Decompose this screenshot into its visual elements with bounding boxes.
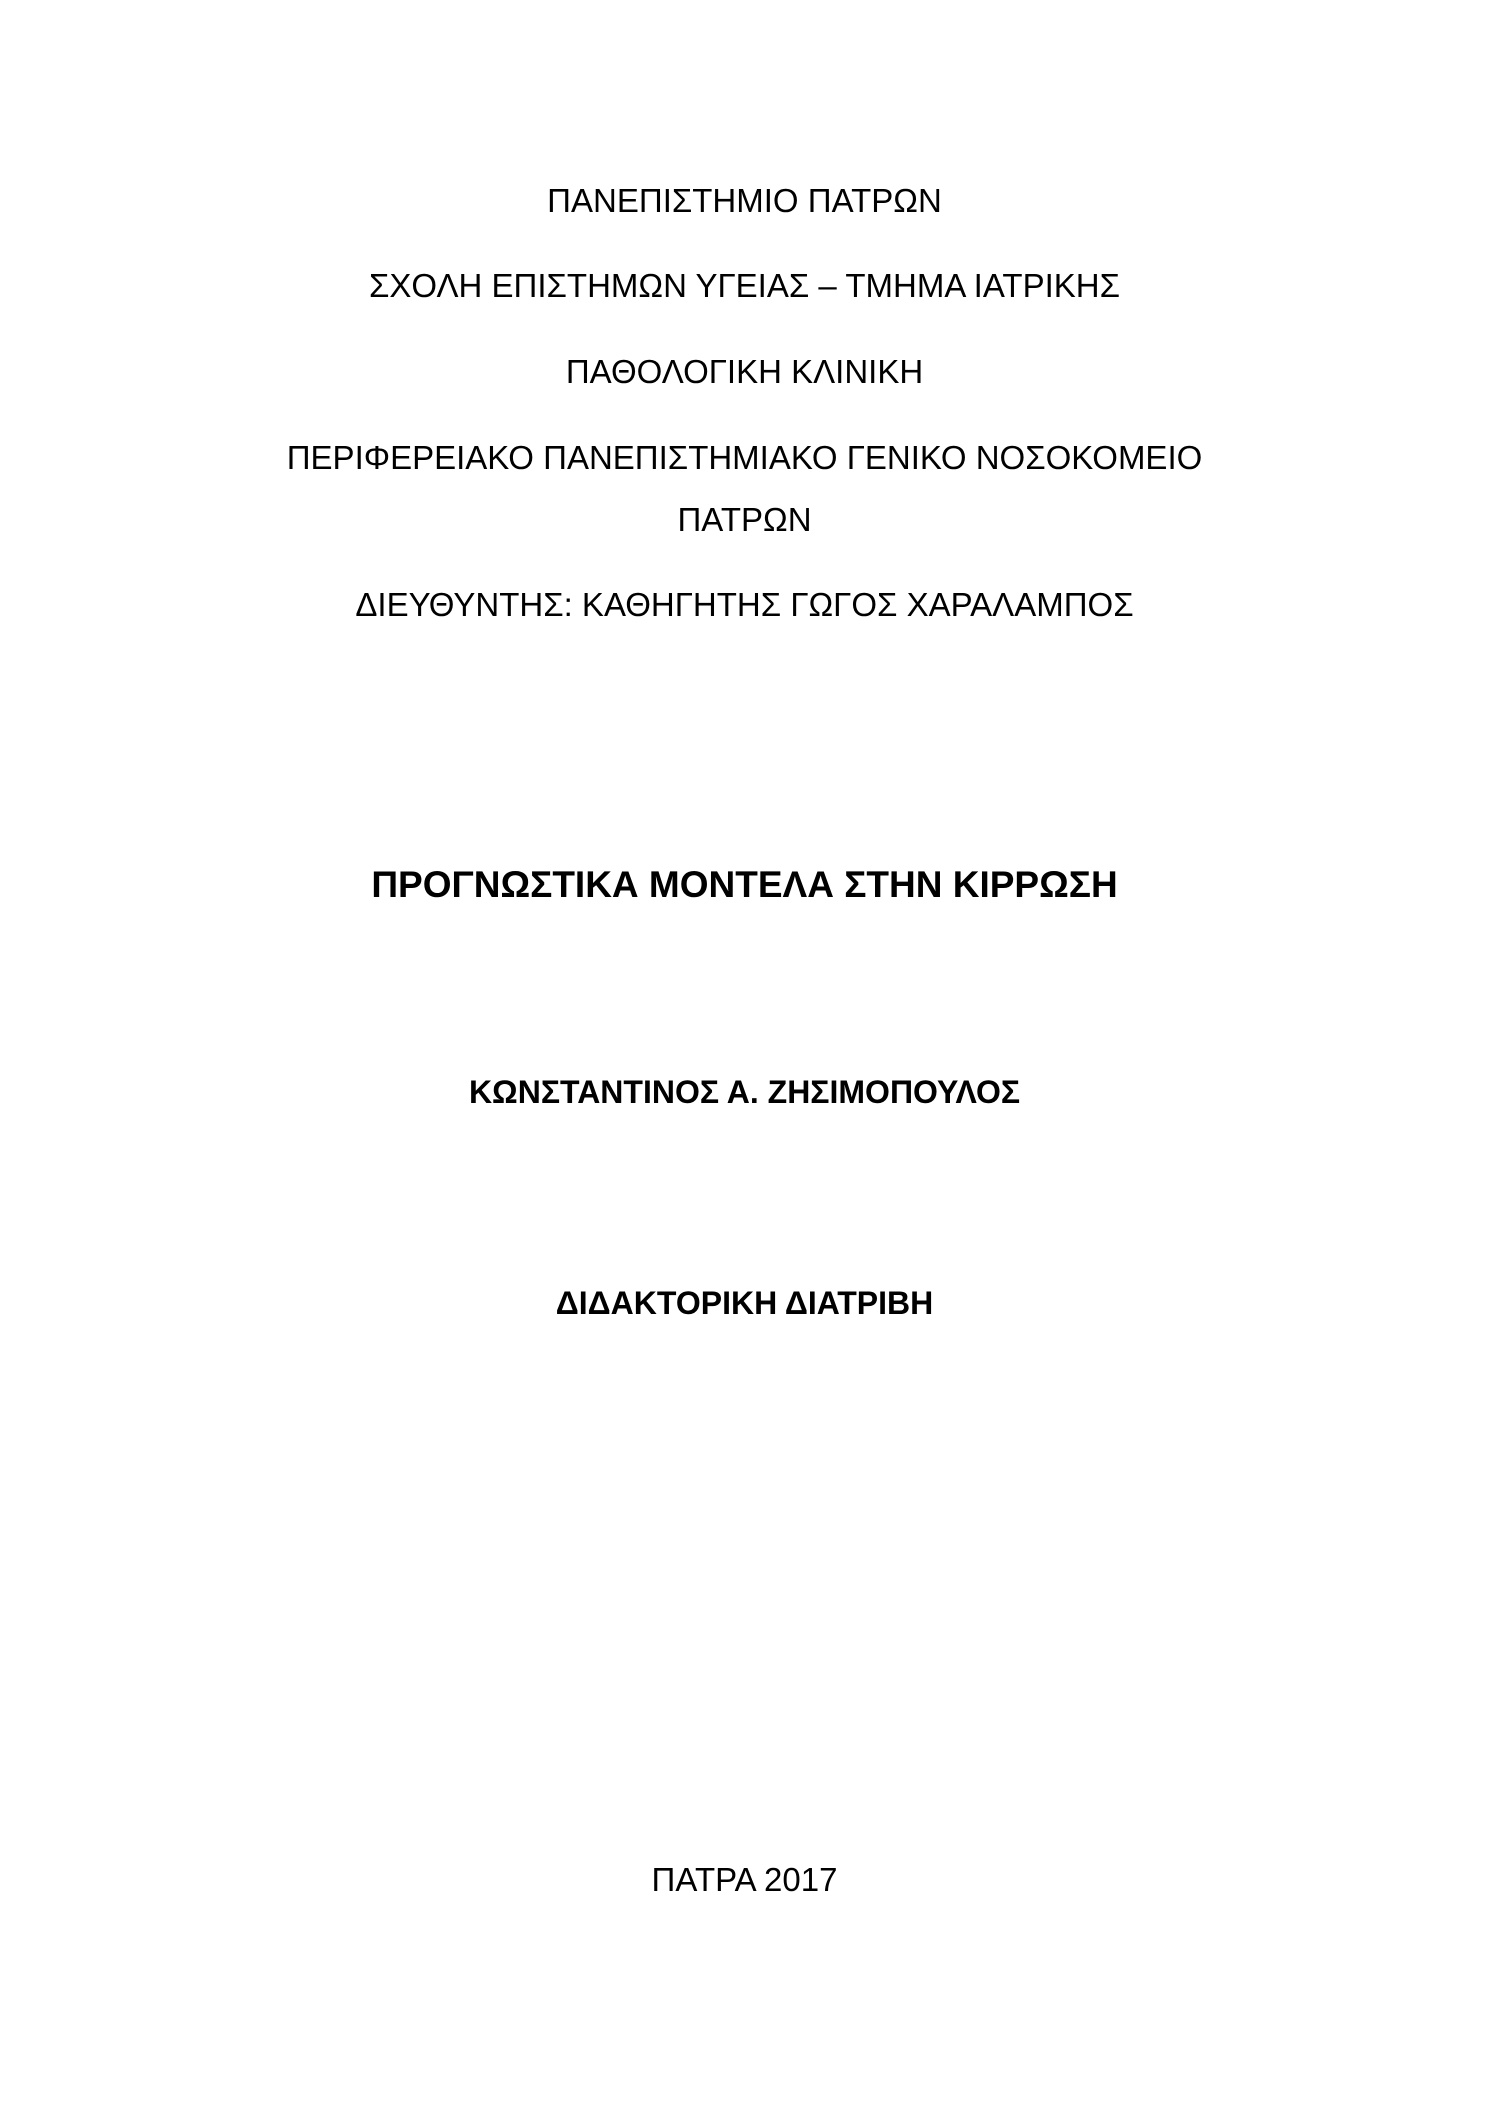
school-department: ΣΧΟΛΗ ΕΠΙΣΤΗΜΩΝ ΥΓΕΙΑΣ – ΤΜΗΜΑ ΙΑΤΡΙΚΗΣ [369, 267, 1120, 304]
clinic-name: ΠΑΘΟΛΟΓΙΚΗ ΚΛΙΝΙΚΗ [565, 353, 924, 390]
university-name: ΠΑΝΕΠΙΣΤΗΜΙΟ ΠΑΤΡΩΝ [547, 182, 942, 219]
place-year: ΠΑΤΡΑ 2017 [651, 1861, 838, 1898]
director-line: ΔΙΕΥΘΥΝΤΗΣ: ΚΑΘΗΓΗΤΗΣ ΓΩΓΟΣ ΧΑΡΑΛΑΜΠΟΣ [355, 586, 1134, 623]
thesis-title: ΠΡΟΓΝΩΣΤΙΚΑ ΜΟΝΤΕΛΑ ΣΤΗΝ ΚΙΡΡΩΣΗ [371, 864, 1118, 905]
document-type: ΔΙΔΑΚΤΟΡΙΚΗ ΔΙΑΤΡΙΒΗ [555, 1285, 934, 1321]
hospital-name-line1: ΠΕΡΙΦΕΡΕΙΑΚΟ ΠΑΝΕΠΙΣΤΗΜΙΑΚΟ ΓΕΝΙΚΟ ΝΟΣΟΚΟΜΕΙΟ [286, 439, 1203, 476]
author-name: ΚΩΝΣΤΑΝΤΙΝΟΣ Α. ΖΗΣΙΜΟΠΟΥΛΟΣ [468, 1074, 1021, 1110]
hospital-name-line2: ΠΑΤΡΩΝ [677, 501, 812, 538]
